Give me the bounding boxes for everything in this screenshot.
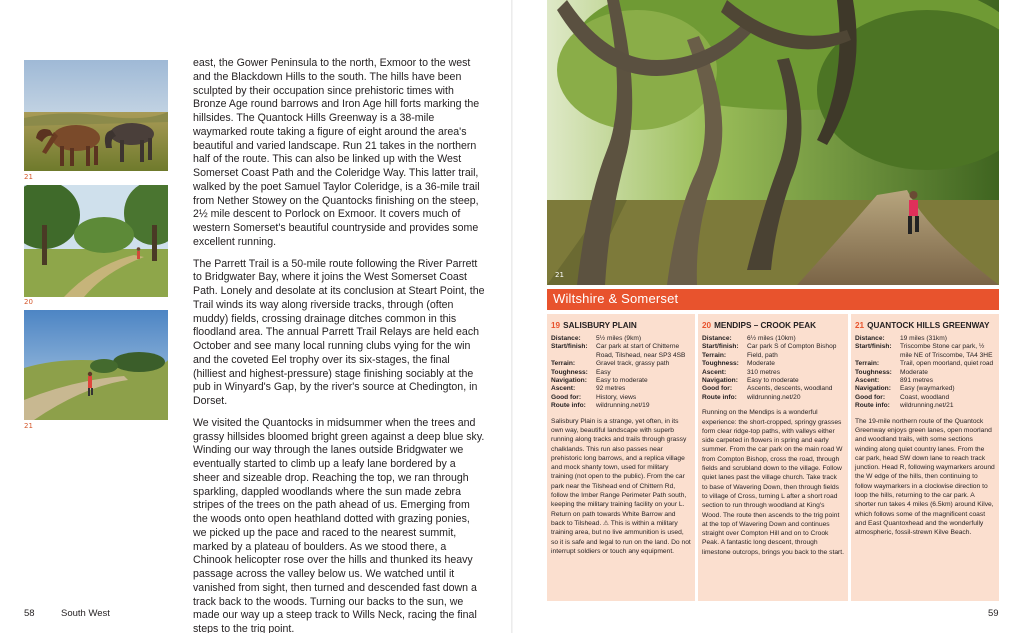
fact-value: 92 metres — [596, 385, 626, 393]
fact-key: Ascent: — [855, 377, 880, 385]
route-description: Salisbury Plain is a strange, yet often, in its own way, beautiful landscape with superb running along tracks and trails through grassy chalklands. This run also passes near prehistoric long barrows, and a replica village and mock shanty town, used for military training (not open to the public). From the car park near the Tilshead end of Chittern Rd, follow the Imber Range Perimeter Path south, keeping the military training facility on your L. Return on path towards White Barrow and back to Tilshead. ⚠ This is within a military training area, but no live ammunition is used, so it is safe and legal to run on the land. Do not interrupt soldiers or touch any equipment. — [551, 417, 691, 555]
route-heading — [702, 321, 844, 330]
route-panel-quantock-hills — [851, 314, 999, 601]
body-paragraph: We visited the Quantocks in midsummer when the trees and grassy hillsides bloomed bright green against a deep blue sky. Winding our way through the lanes outside Bridgwater we eventually started to climb up a leafy lane bordered by a sheer and sizeable drop. Reaching the top, we ran through sparkling, dappled woodlands where the sun made zebra stripes of the trees on the path ahead of us. Emerging from the woods onto open heathland dotted with grazing ponies, we picked up the pace and raced to the nearest summit, marked by a plateau of boulders. As we stood there, a Chinook helicopter rose over the hills and thunked its heavy passage across the valley below us. We watched until it vanished from sight, then turned and descended fast down a track back to the woods. Turning our backs to the sun, we made our way up a steep track to Wills Neck, racing the final steps to the trig point. — [193, 416, 485, 633]
fact-value: Ascents, descents, woodland — [747, 385, 833, 393]
photo-number: 21 — [24, 422, 33, 430]
fact-key: Good for: — [855, 393, 886, 401]
route-info-link[interactable]: wildrunning.net/19 — [596, 402, 650, 410]
fact-key: Terrain: — [702, 351, 727, 359]
fact-value: Gravel track, grassy path — [596, 360, 670, 368]
photo-runner-path — [24, 310, 168, 420]
fact-value: 5½ miles (9km) — [596, 335, 642, 342]
route-info-link[interactable]: wildrunning.net/21 — [900, 402, 954, 410]
fact-value: 6½ miles (10km) — [747, 335, 796, 342]
photo-number: 20 — [24, 298, 33, 306]
fact-value: 891 metres — [900, 377, 933, 385]
route-heading — [855, 321, 995, 330]
fact-key: Distance: — [551, 335, 581, 342]
fact-key: Distance: — [702, 335, 732, 342]
route-facts — [855, 335, 995, 411]
fact-key: Start/finish: — [702, 343, 739, 351]
fact-value: Car park S of Compton Bishop — [747, 343, 837, 351]
route-panel-crook-peak — [698, 314, 848, 601]
fact-key: Start/finish: — [551, 343, 588, 351]
route-number: 20 — [702, 321, 712, 330]
photo-runner-woodland — [24, 185, 168, 297]
body-paragraph: east, the Gower Peninsula to the north, Exmoor to the west and the Blackdown Hills to the south. The hills have been sculpted by their occupation since prehistoric times with Bronze Age round barrows and Iron Age hill forts marking the hillsides. The Quantock Hills Greenway is a 38-mile waymarked route taking a figure of eight around the area's beautiful and varied landscape. Run 21 takes in the northern half of the route. This can also be linked up with the West Somerset Coast Path and the Coleridge Way. This latter trail, walked by the poet Samuel Taylor Coleridge, is a 36-mile trail from Nether Stowey on the Quantocks finishing on the steep, 2½ mile descent to Porlock on Exmoor. It covers much of western Somerset's beautiful countryside and provides some excellent running. — [193, 57, 480, 248]
book-gutter — [511, 0, 513, 633]
photo-ponies-grazing — [24, 60, 168, 171]
fact-key: Toughness: — [855, 368, 892, 376]
fact-value: Triscombe Stone car park, ½ mile NE of Triscombe, TA4 3HE — [900, 343, 993, 359]
fact-key: Ascent: — [702, 368, 727, 376]
route-panel-salisbury-plain — [547, 314, 695, 601]
photo-number: 21 — [555, 271, 564, 279]
fact-value: Moderate — [900, 368, 928, 376]
fact-key: Terrain: — [551, 360, 576, 368]
route-name: QUANTOCK HILLS GREENWAY — [867, 321, 990, 330]
fact-key: Navigation: — [551, 377, 587, 385]
fact-value: Easy (waymarked) — [900, 385, 955, 393]
fact-key: Route info: — [702, 393, 737, 401]
fact-value: 19 miles (31km) — [900, 335, 947, 342]
route-number: 21 — [855, 321, 865, 330]
fact-value: Trail, open moorland, quiet road — [900, 360, 994, 368]
route-facts — [551, 335, 691, 411]
fact-value: Coast, woodland — [900, 393, 950, 401]
route-name: MENDIPS – CROOK PEAK — [714, 321, 817, 330]
route-facts — [702, 335, 844, 402]
fact-key: Toughness: — [702, 360, 739, 368]
fact-value: History, views — [596, 393, 637, 401]
route-heading — [551, 321, 691, 330]
region-title: Wiltshire & Somerset — [553, 291, 679, 306]
fact-value: Moderate — [747, 360, 775, 368]
fact-key: Terrain: — [855, 360, 880, 368]
route-description: Running on the Mendips is a wonderful experience: the short-cropped, springy grasses form clear ridge-top paths, with valleys either side carpeted in flowers in spring and early summer. From the car park on the main road W from Compton Bishop, cross the road, through fields and scrubland down to the village. Follow quiet lanes past the village church. Take track to base of Wavering Down, then through fields to village of Cross, turning L after a short road section to run through woodland at King's Wood. The route then ascends to the trig point at the top of Wavering Down and continues straight over Compton Hill and on to Crook Peak. A fantastic long descent, through limestone outcrops, brings you back to the start. — [702, 409, 844, 556]
fact-key: Route info: — [551, 402, 586, 410]
fact-value: Car park at start of Chitterne Road, Tilshead, near SP3 4SB — [596, 343, 686, 359]
photo-number: 21 — [24, 173, 33, 181]
fact-key: Start/finish: — [855, 343, 892, 351]
fact-value: Easy to moderate — [747, 377, 799, 385]
fact-value: Easy — [596, 368, 611, 376]
route-info-link[interactable]: wildrunning.net/20 — [747, 393, 801, 401]
fact-key: Good for: — [702, 385, 733, 393]
route-number: 19 — [551, 321, 561, 330]
route-description: The 19-mile northern route of the Quantock Greenway enjoys green lanes, open moorland and woodland trails, with some sections winding along quiet country lanes. From the car park, head SW down lane to reach track junction. Head R, following waymarkers around the W edge of the hills, then continuing to follow waymarkers in a clockwise direction to loop the hills, returning to the car park. A shorter run takes 4 miles (6.5km) around Kilve, which follows some of the magnificent coast and East Quantoxhead and the wonderfully atmospheric, fossil-strewn Kilve Beach. — [855, 417, 995, 537]
fact-key: Navigation: — [702, 377, 738, 385]
page-number-left: 58 — [24, 608, 35, 619]
fact-key: Navigation: — [855, 385, 891, 393]
fact-value: 310 metres — [747, 368, 780, 376]
fact-key: Toughness: — [551, 368, 588, 376]
fact-key: Ascent: — [551, 385, 576, 393]
route-name: SALISBURY PLAIN — [563, 321, 637, 330]
fact-value: Field, path — [747, 351, 778, 359]
photo-runner-tree-tunnel — [547, 0, 999, 285]
body-text — [193, 57, 485, 633]
section-label: South West — [61, 608, 110, 619]
fact-key: Distance: — [855, 335, 885, 342]
page-number-right: 59 — [988, 608, 999, 619]
fact-value: Easy to moderate — [596, 377, 648, 385]
fact-key: Good for: — [551, 393, 582, 401]
fact-key: Route info: — [855, 402, 890, 410]
body-paragraph: The Parrett Trail is a 50-mile route following the River Parrett to Bridgwater Bay, where it joins the West Somerset Coast Path. Lonely and desolate at its conclusion at Steart Point, the Trail winds its way along riverside tracks, through (often muddy) fields, crossing drainage ditches common in this floodland area. The annual Parrett Trail Relays are held each October and see many local running clubs vying for the win and the coveted Eel trophy over its six-stages, the final (hilliest and highest-pressure) stage finishing sociably at the pub in Winyard's Gap, by the river's source at Chedington, in Dorset. — [193, 257, 485, 407]
